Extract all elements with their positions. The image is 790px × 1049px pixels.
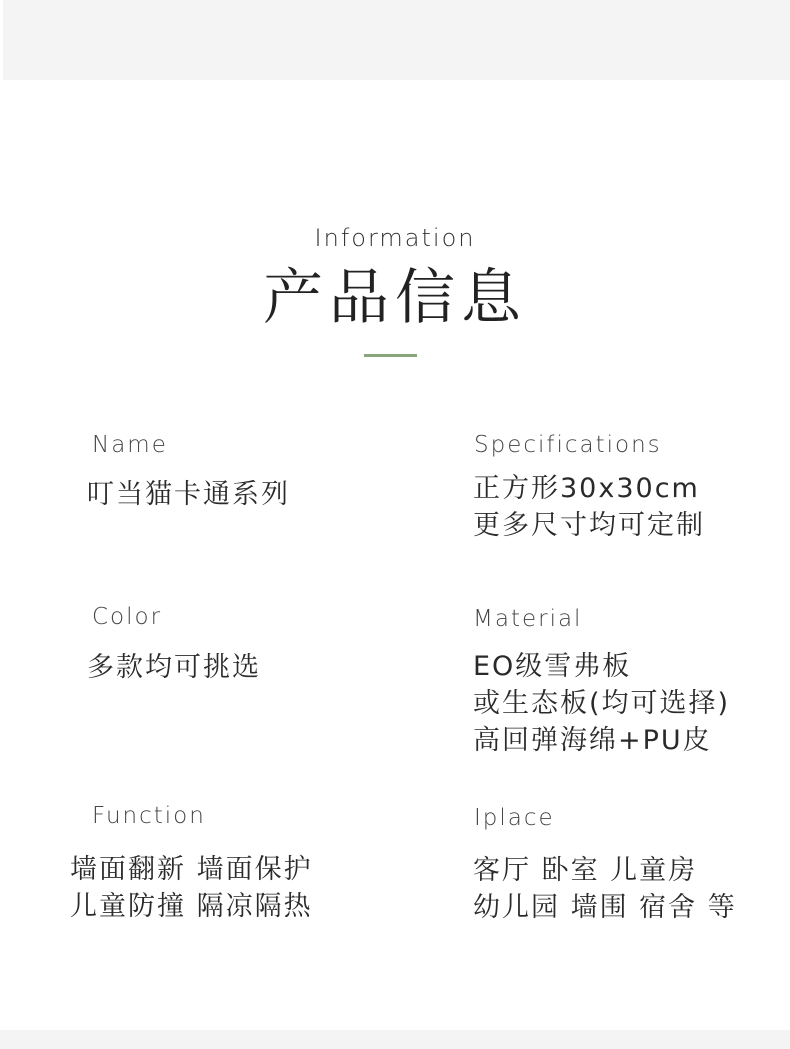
color-value bbox=[87, 649, 261, 686]
function-label: Function bbox=[92, 803, 206, 829]
color-value-line: 多款均可挑选 bbox=[87, 652, 261, 683]
function-value bbox=[70, 851, 313, 925]
iplace-value-line: 幼儿园 墙围 宿舍 等 bbox=[473, 892, 737, 923]
title-divider bbox=[364, 354, 417, 357]
material-value-line: 或生态板(均可选择) bbox=[473, 688, 731, 719]
iplace-value-line: 客厅 卧室 儿童房 bbox=[473, 855, 698, 886]
iplace-label: Iplace bbox=[474, 805, 555, 831]
name-label: Name bbox=[92, 432, 168, 458]
specifications-label: Specifications bbox=[474, 432, 662, 458]
top-band bbox=[3, 0, 790, 80]
iplace-value bbox=[473, 852, 737, 926]
material-value bbox=[473, 648, 730, 759]
material-value-line: 高回弹海绵+PU皮 bbox=[473, 725, 712, 756]
function-value-line: 儿童防撞 隔凉隔热 bbox=[70, 891, 313, 922]
material-label: Material bbox=[473, 606, 583, 632]
specifications-value-line: 正方形30x30cm bbox=[473, 473, 700, 504]
bottom-band bbox=[0, 1030, 790, 1049]
name-value-line: 叮当猫卡通系列 bbox=[87, 479, 290, 510]
function-value-line: 墙面翻新 墙面保护 bbox=[70, 854, 313, 885]
specifications-value-line: 更多尺寸均可定制 bbox=[473, 510, 705, 541]
material-value-line: EO级雪弗板 bbox=[473, 651, 632, 682]
color-label: Color bbox=[92, 604, 163, 630]
section-subtitle: Information bbox=[314, 224, 476, 252]
specifications-value bbox=[473, 470, 705, 544]
name-value bbox=[87, 476, 290, 513]
section-title: 产品信息 bbox=[263, 263, 527, 333]
